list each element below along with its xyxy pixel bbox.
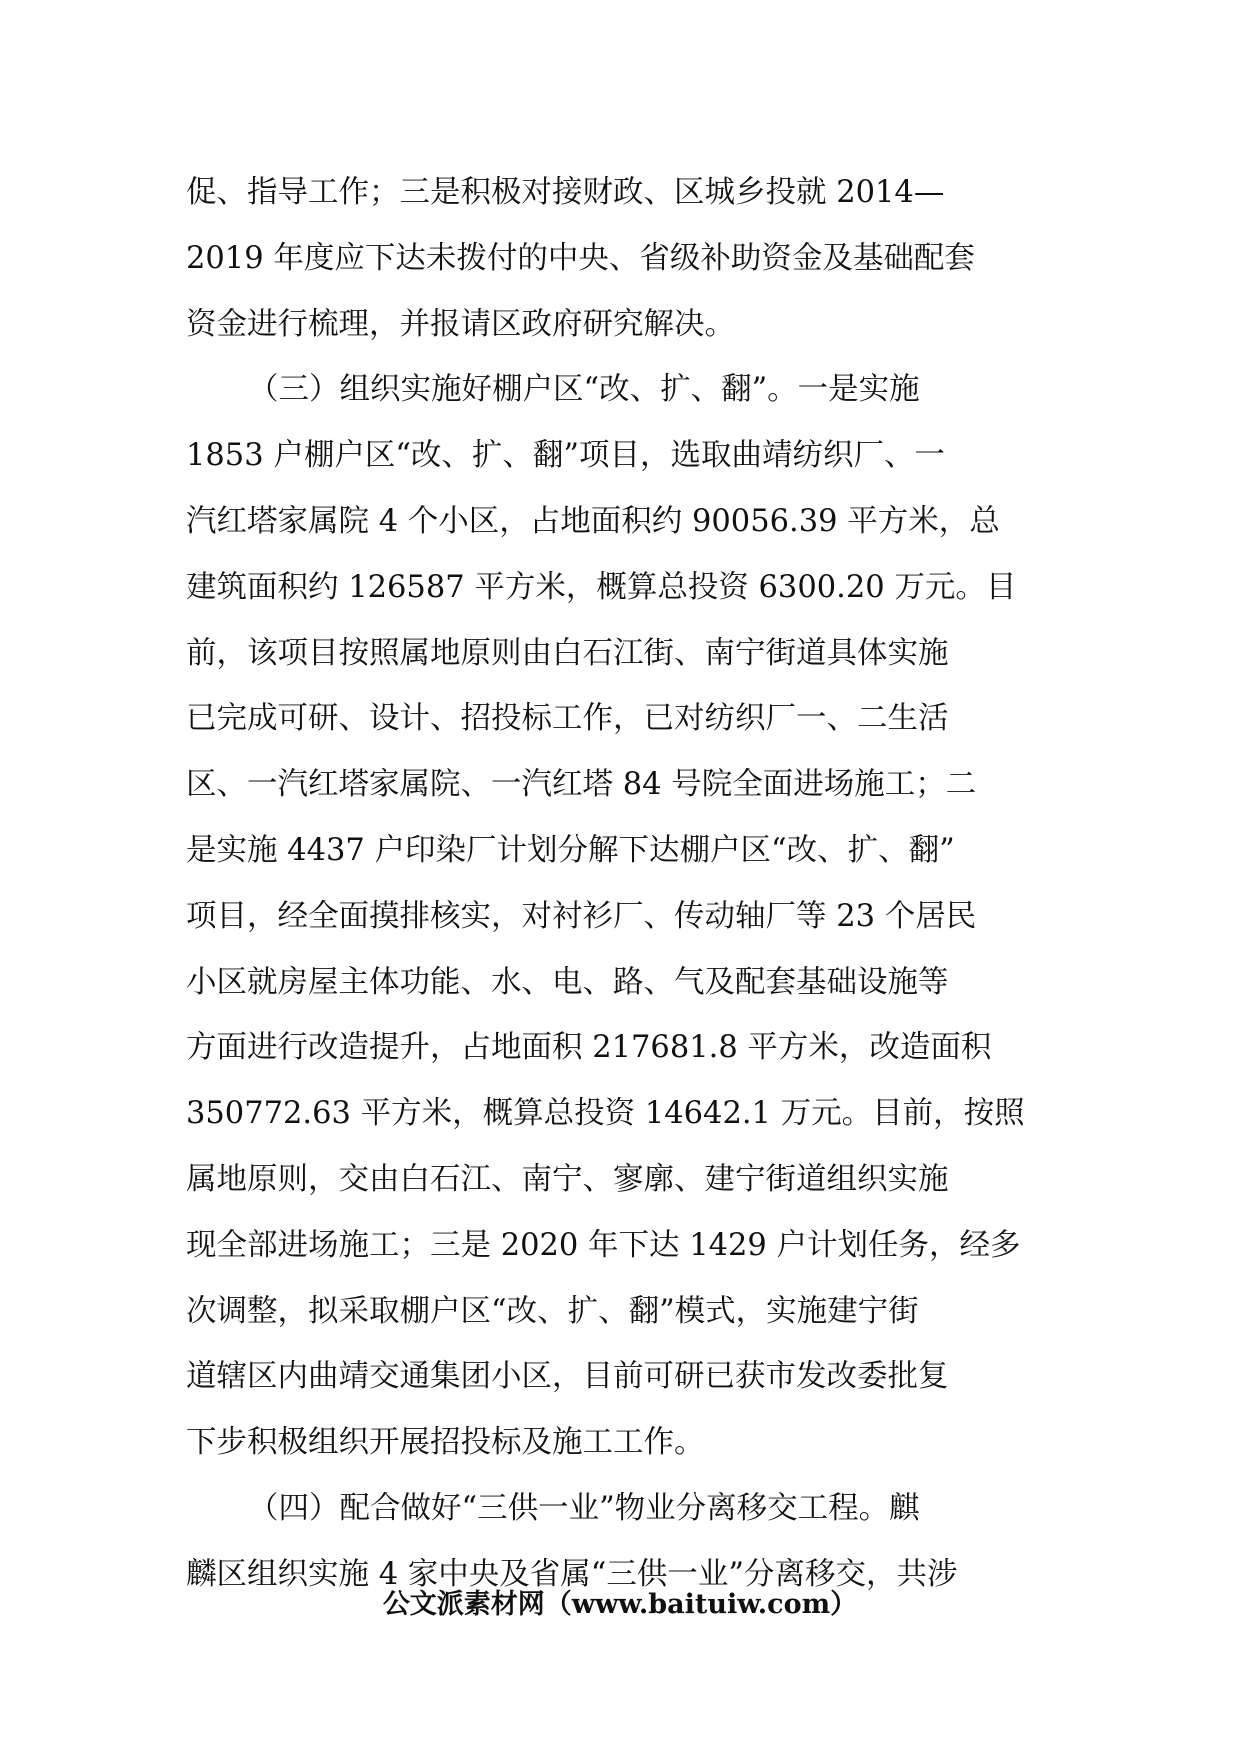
text-line: 是实施 4437 户印染厂计划分解下达棚户区“改、扩、翻”	[186, 832, 955, 868]
text-line: 资金进行梳理，并报请区政府研究解决。	[186, 306, 735, 342]
text-line: 前，该项目按照属地原则由白石江街、南宁街道具体实施	[186, 635, 949, 671]
text-line: 350772.63 平方米，概算总投资 14642.1 万元。目前，按照	[186, 1096, 1025, 1132]
text-line: 汽红塔家属院 4 个小区，占地面积约 90056.39 平方米，总	[186, 503, 1000, 539]
text-line: 项目，经全面摸排核实，对衬衫厂、传动轴厂等 23 个居民	[186, 898, 977, 934]
text-line: 小区就房屋主体功能、水、电、路、气及配套基础设施等	[186, 964, 949, 1000]
text-line: 促、指导工作；三是积极对接财政、区城乡投就 2014—	[186, 175, 945, 210]
text-line: 1853 户棚户区“改、扩、翻”项目，选取曲靖纺织厂、一	[186, 438, 945, 474]
text-line: 区、一汽红塔家属院、一汽红塔 84 号院全面进场施工；二	[186, 767, 977, 803]
text-line: 建筑面积约 126587 平方米，概算总投资 6300.20 万元。目	[186, 569, 1017, 605]
text-line: 已完成可研、设计、招投标工作，已对纺织厂一、二生活	[186, 701, 949, 737]
section-heading-line: （三）组织实施好棚户区“改、扩、翻”。一是实施	[248, 372, 920, 408]
text-line: 道辖区内曲靖交通集团小区，目前可研已获市发改委批复	[186, 1359, 949, 1395]
text-line: 现全部进场施工；三是 2020 年下达 1429 户计划任务，经多	[186, 1227, 1021, 1263]
section-heading-line: （四）配合做好“三供一业”物业分离移交工程。麒	[248, 1490, 920, 1526]
text-line: 麟区组织实施 4 家中央及省属“三供一业”分离移交，共涉	[186, 1556, 958, 1592]
text-line: 下步积极组织开展招投标及施工工作。	[186, 1425, 705, 1461]
text-line: 方面进行改造提升，占地面积 217681.8 平方米，改造面积	[186, 1030, 992, 1066]
text-line: 属地原则，交由白石江、南宁、寥廓、建宁街道组织实施	[186, 1161, 949, 1197]
text-line: 次调整，拟采取棚户区“改、扩、翻”模式，实施建宁街	[186, 1293, 919, 1329]
document-body	[186, 160, 1054, 1608]
footer-watermark: 公文派素材网（www.baituiw.com）	[382, 1589, 858, 1620]
text-line: 2019 年度应下达未拨付的中央、省级补助资金及基础配套	[186, 240, 975, 276]
